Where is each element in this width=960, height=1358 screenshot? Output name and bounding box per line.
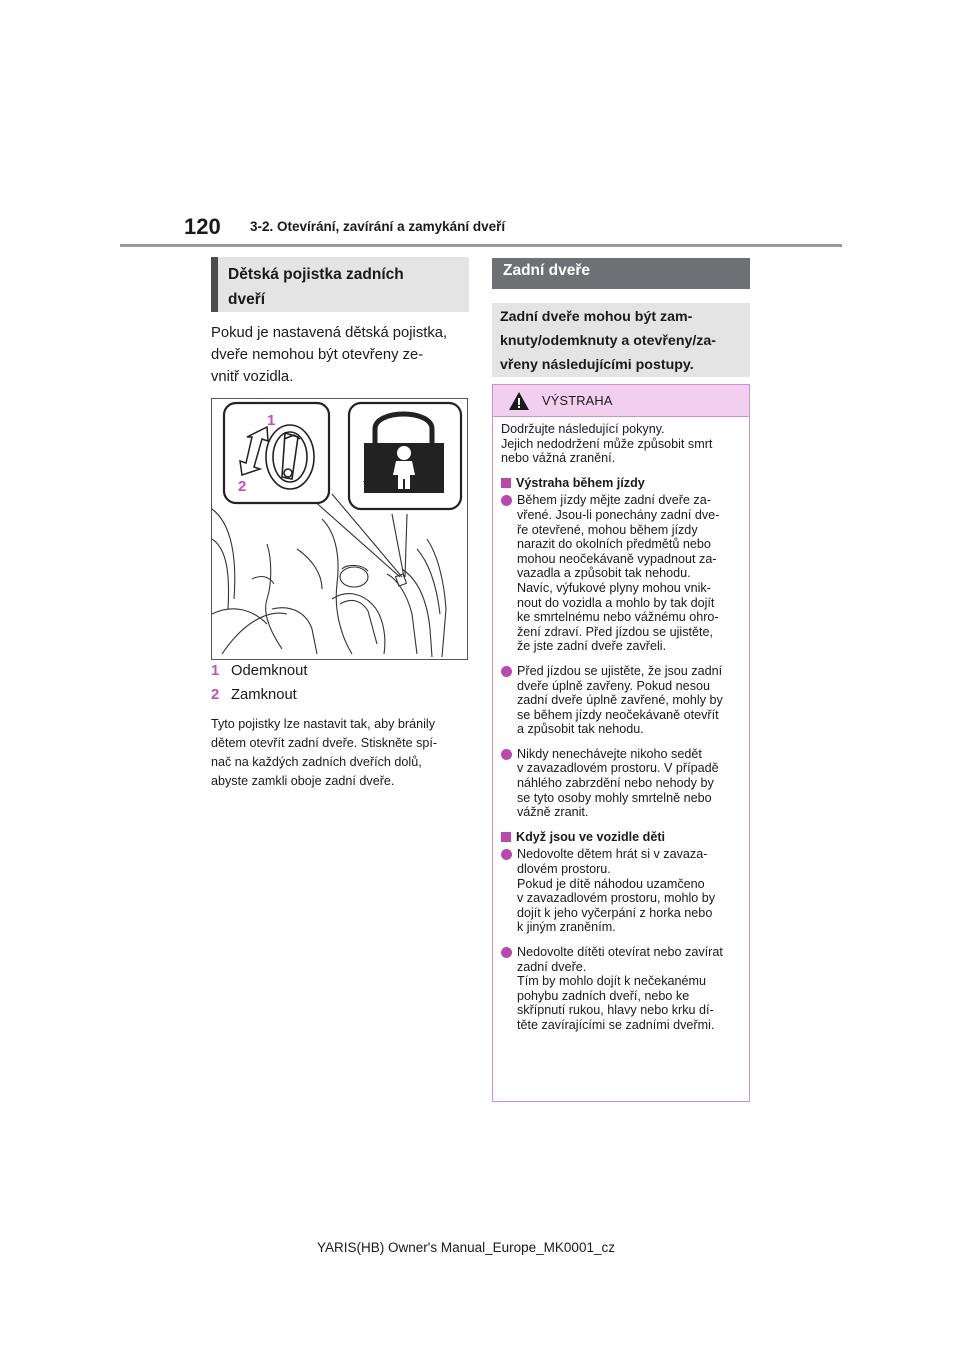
- warning-bullet: [501, 847, 741, 935]
- legend-number: 1: [211, 663, 220, 679]
- warning-intro-line: Jejich nedodržení může způsobit smrt: [501, 436, 713, 451]
- warning-intro-line: nebo vážná zranění.: [501, 451, 616, 466]
- bullet-line: vážně zranit.: [517, 805, 589, 820]
- bullet-line: pohybu zadních dveří, nebo ke: [517, 988, 690, 1003]
- figure-label-1: 1: [267, 412, 276, 429]
- back-door-intro-line: Zadní dveře mohou být zam-: [500, 309, 693, 325]
- bullet-line: náhlého zabrzdění nebo nehody by: [517, 776, 714, 791]
- warning-triangle-icon: [508, 391, 530, 411]
- header-divider: [120, 244, 842, 247]
- bullet-line: žení zdraví. Před jízdou se ujistěte,: [517, 624, 714, 639]
- warning-intro: [501, 422, 741, 466]
- bullet-line: skřípnutí rukou, hlavy nebo krku dí-: [517, 1003, 714, 1018]
- bullet-line: dlovém prostoru.: [517, 862, 611, 877]
- bullet-line: Tím by mohlo dojít k nečekanému: [517, 974, 706, 989]
- bullet-line: že jste zadní dveře zavřeli.: [517, 639, 667, 654]
- child-lock-intro-line: dveře nemohou být otevřeny ze-: [211, 347, 424, 363]
- legend-number: 2: [211, 687, 220, 703]
- figure-label-2: 2: [238, 478, 247, 495]
- bullet-line: Navíc, výfukové plyny mohou vnik-: [517, 580, 711, 595]
- circle-bullet-icon: [501, 666, 512, 677]
- bullet-line: Nedovolte dítěti otevírat nebo zavírat: [517, 945, 723, 959]
- note-line: Tyto pojistky lze nastavit tak, aby bránily: [211, 717, 435, 731]
- warning-bullet: [501, 945, 741, 1033]
- bullet-line: se tyto osoby mohly smrtelně nebo: [517, 790, 712, 805]
- back-door-intro-line: knuty/odemknuty a otevřeny/za-: [500, 333, 717, 349]
- back-door-intro: [492, 303, 750, 377]
- lock-lever-icon: [266, 425, 314, 489]
- note-line: abyste zamkli oboje zadní dveře.: [211, 774, 395, 788]
- bullet-line: ře otevřené, mohou během jízdy: [517, 522, 698, 537]
- circle-bullet-icon: [501, 495, 512, 506]
- child-lock-heading-line-2: dveří: [228, 291, 266, 308]
- back-door-intro-line: vřeny následujícími postupy.: [500, 357, 694, 373]
- child-lock-illustration: [211, 398, 468, 660]
- warning-bullet: [501, 493, 741, 654]
- warning-box: [492, 384, 750, 1102]
- child-lock-heading: [211, 257, 469, 312]
- note-line: nač na každých zadních dveřích dolů,: [211, 755, 422, 769]
- bullet-line: zadní dveře úplně zavřené, mohly by: [517, 693, 723, 708]
- footer-document-id: YARIS(HB) Owner's Manual_Europe_MK0001_cz: [317, 1240, 615, 1255]
- bullet-line: a způsobit tak nehodu.: [517, 722, 644, 737]
- bullet-text: [517, 664, 741, 737]
- warning-subheading-text: Výstraha během jízdy: [516, 475, 645, 490]
- legend-item-unlock: [211, 663, 469, 679]
- warning-header: [493, 385, 749, 417]
- child-lock-intro-line: vnitř vozidla.: [211, 369, 294, 385]
- bullet-line: narazit do okolních předmětů nebo: [517, 537, 711, 552]
- bullet-text: [517, 493, 741, 654]
- warning-subheading-text: Když jsou ve vozidle děti: [516, 829, 666, 844]
- square-bullet-icon: [501, 478, 511, 488]
- bullet-line: těte zavírajícími se zadními dveřmi.: [517, 1017, 715, 1032]
- child-lock-intro-line: Pokud je nastavená dětská pojistka,: [211, 325, 448, 341]
- child-lock-note: [211, 715, 471, 791]
- section-title: 3-2. Otevírání, zavírání a zamykání dveří: [250, 219, 506, 234]
- bullet-line: k jiným zraněním.: [517, 920, 616, 935]
- bullet-text: [517, 847, 741, 935]
- bullet-line: vazadla a způsobit tak nehodu.: [517, 566, 691, 581]
- bullet-text: [517, 747, 741, 820]
- bullet-line: nout do vozidla a mohlo by tak dojít: [517, 595, 715, 610]
- note-line: dětem otevřít zadní dveře. Stiskněte spí-: [211, 736, 438, 750]
- bullet-line: Nikdy nenechávejte nikoho sedět: [517, 746, 702, 761]
- child-lock-heading-line-1: Dětská pojistka zadních: [228, 266, 404, 283]
- bullet-line: v zavazadlovém prostoru, mohlo by: [517, 891, 716, 906]
- legend-text: Odemknout: [231, 663, 308, 679]
- bullet-line: Nedovolte dětem hrát si v zavaza-: [517, 847, 708, 862]
- back-door-heading: Zadní dveře: [492, 258, 750, 289]
- bullet-line: Před jízdou se ujistěte, že jsou zadní: [517, 663, 723, 678]
- bullet-line: ke smrtelnému nebo vážnému ohro-: [517, 610, 719, 625]
- bullet-line: zadní dveře.: [517, 959, 587, 974]
- bullet-line: Pokud je dítě náhodou uzamčeno: [517, 876, 705, 891]
- bullet-line: Během jízdy mějte zadní dveře za-: [517, 493, 711, 508]
- child-lock-illustration-svg: [212, 399, 467, 659]
- bullet-line: se během jízdy neočekávaně otevřít: [517, 707, 719, 722]
- legend-item-lock: [211, 687, 469, 703]
- page-number: 120: [184, 214, 221, 239]
- child-lock-intro: [211, 322, 469, 388]
- circle-bullet-icon: [501, 947, 512, 958]
- bullet-text: [517, 945, 741, 1033]
- warning-intro-line: Dodržujte následující pokyny.: [501, 422, 665, 436]
- warning-subheading: [501, 830, 741, 845]
- circle-bullet-icon: [501, 849, 512, 860]
- bullet-line: dojít k jeho vyčerpání z horka nebo: [517, 905, 713, 920]
- warning-subheading: [501, 476, 741, 491]
- warning-body: [493, 417, 749, 1033]
- circle-bullet-icon: [501, 749, 512, 760]
- bullet-line: mohou neočekávaně vypadnout za-: [517, 551, 717, 566]
- bullet-line: vřené. Jsou-li ponechány zadní dve-: [517, 507, 720, 522]
- legend-text: Zamknout: [231, 687, 297, 703]
- warning-title: VÝSTRAHA: [542, 393, 613, 408]
- warning-bullet: [501, 664, 741, 737]
- warning-bullet: [501, 747, 741, 820]
- square-bullet-icon: [501, 832, 511, 842]
- bullet-line: dveře úplně zavřeny. Pokud nesou: [517, 678, 710, 693]
- bullet-line: v zavazadlovém prostoru. V případě: [517, 761, 719, 776]
